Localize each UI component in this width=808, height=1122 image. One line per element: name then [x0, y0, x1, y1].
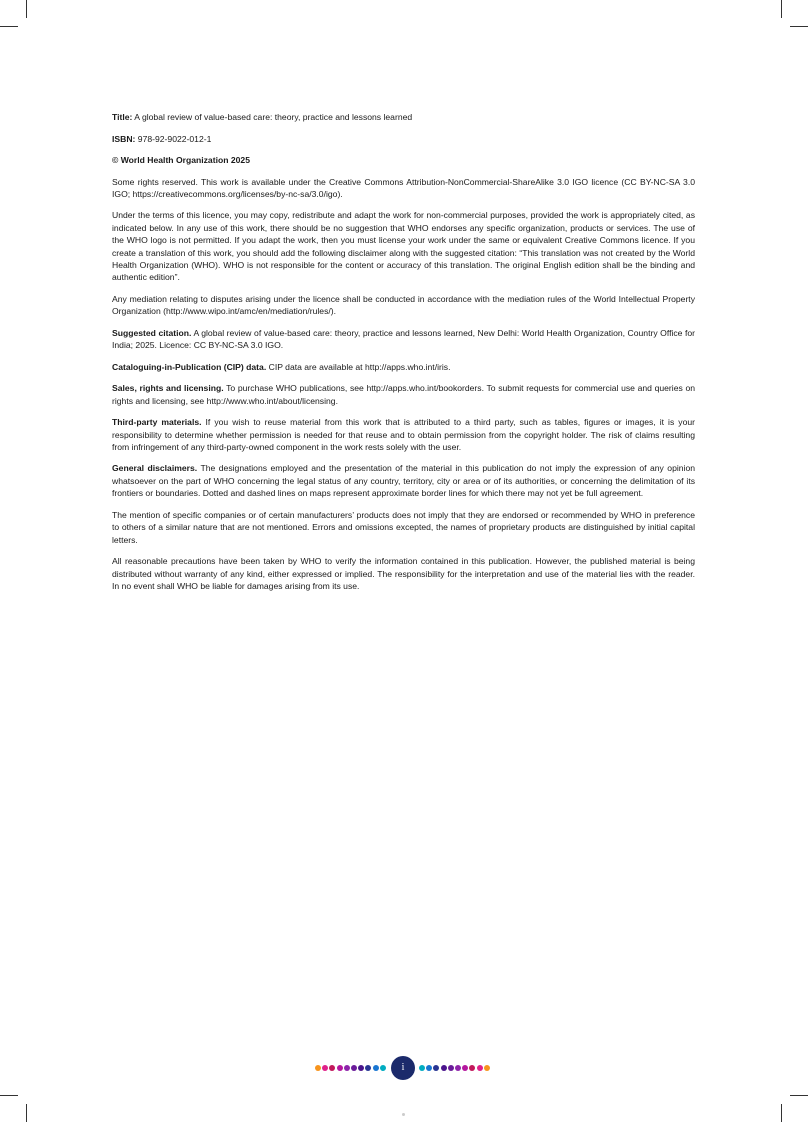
right-dot-row [419, 1065, 490, 1071]
third-party-paragraph [112, 416, 695, 453]
decorative-dot [380, 1065, 386, 1071]
licence-terms-paragraph: Under the terms of this licence, you may copy, redistribute and adapt the work for non-commercial purposes, provided the work is appropriately cited, as indicated below. In any use of this work, there should be no suggestion that WHO endorses any specific organization, products or services. The use of the WHO logo is not permitted. If you adapt the work, then you must license your work under the same or equivalent Creative Commons licence. If you create a translation of this work, you should add the following disclaimer along with the suggested citation: “This translation was not created by the World Health Organization (WHO). WHO is not responsible for the content or accuracy of this translation. The original English edition shall be the binding and authentic edition”. [112, 210, 695, 283]
isbn-label: ISBN: [112, 133, 136, 144]
decorative-dot [469, 1065, 475, 1071]
general-disclaimers-label: General disclaimers. [112, 463, 198, 474]
crop-mark [790, 1095, 808, 1096]
title-text: A global review of value-based care: theory, practice and lessons learned [134, 112, 413, 122]
title-label: Title: [112, 112, 133, 122]
crop-mark [26, 0, 27, 18]
decorative-dot [365, 1065, 371, 1071]
citation-text: A global review of value-based care: theory, practice and lessons learned, New Delhi: World Health Organization, Country Office for India; 2025. Licence: CC BY-NC-SA 3.0 IGO. [112, 327, 695, 351]
general-disclaimers-paragraph [112, 462, 695, 499]
general-disclaimers-text: The designations employed and the presentation of the material in this publication do not imply the expression of any opinion whatsoever on the part of WHO concerning the legal status of any country, territory, city or area or of its authorities, or concerning the delimitation of its frontiers or boundaries. Dotted and dashed lines on maps represent approximate border lines for which there may not yet be full agreement. [112, 463, 696, 499]
crop-mark [0, 1095, 18, 1096]
decorative-dot [351, 1065, 357, 1071]
decorative-dot [329, 1065, 335, 1071]
decorative-dot [358, 1065, 364, 1071]
cip-text: CIP data are available at http://apps.who.int/iris. [266, 361, 451, 372]
sales-label: Sales, rights and licensing. [112, 383, 224, 394]
decorative-dot [484, 1065, 490, 1071]
crop-mark [781, 1104, 782, 1122]
decorative-dot [455, 1065, 461, 1071]
crop-mark [781, 0, 782, 18]
title-line [112, 111, 695, 123]
decorative-dot [419, 1065, 425, 1071]
decorative-dot [477, 1065, 483, 1071]
rights-paragraph: Some rights reserved. This work is available under the Creative Commons Attribution-NonCommercial-ShareAlike 3.0 IGO licence (CC BY-NC-SA 3.0 IGO; https://creativecommons.org/licenses/by-nc-sa/3.0/igo). [112, 176, 695, 199]
third-party-text: If you wish to reuse material from this work that is attributed to a third party, such as tables, figures or images, it is your responsibility to determine whether permission is needed for that reuse and to obtain permission from the copyright holder. The risk of claims resulting from infringement of any third-party-owned component in the work rests solely with the user. [112, 417, 695, 452]
mediation-paragraph: Any mediation relating to disputes arising under the licence shall be conducted in accordance with the mediation rules of the World Intellectual Property Organization (http://www.wipo.int/amc/en/mediation/rules/). [112, 293, 695, 317]
decorative-dot [462, 1065, 468, 1071]
copyright-page-body [112, 111, 695, 601]
mention-paragraph: The mention of specific companies or of certain manufacturers’ products does not imply that they are endorsed or recommended by WHO in preference to others of a similar nature that are not mentioned. Errors and omissions excepted, the names of proprietary products are distinguished by initial capital letters. [112, 509, 695, 545]
isbn-line [112, 133, 695, 145]
sales-text: To purchase WHO publications, see http://apps.who.int/bookorders. To submit requests for commercial use and queries on rights and licensing, see http://www.who.int/about/licensing. [112, 383, 695, 406]
decorative-dot [322, 1065, 328, 1071]
decorative-dot [402, 1113, 405, 1116]
cip-label: Cataloguing-in-Publication (CIP) data. [112, 361, 267, 372]
crop-mark [790, 26, 808, 27]
decorative-dot [433, 1065, 439, 1071]
decorative-dot [315, 1065, 321, 1071]
page-number: i [391, 1056, 415, 1080]
copyright-text: © World Health Organization 2025 [112, 155, 250, 165]
crop-mark [26, 1104, 27, 1122]
cip-paragraph [112, 361, 695, 373]
copyright-line [112, 154, 695, 166]
decorative-dot [441, 1065, 447, 1071]
decorative-dot [373, 1065, 379, 1071]
decorative-dot [426, 1065, 432, 1071]
decorative-dot [344, 1065, 350, 1071]
sales-paragraph [112, 382, 695, 407]
isbn-text: 978-92-9022-012-1 [137, 133, 212, 144]
decorative-dot [448, 1065, 454, 1071]
third-party-label: Third-party materials. [112, 417, 202, 428]
precautions-paragraph: All reasonable precautions have been taken by WHO to verify the information contained in this publication. However, the published material is being distributed without warranty of any kind, either expressed or implied. The responsibility for the interpretation and use of the material lies with the reader. In no event shall WHO be liable for damages arising from its use. [112, 556, 695, 591]
left-dot-row [315, 1065, 386, 1071]
page-footer [0, 1056, 808, 1082]
decorative-dot [337, 1065, 343, 1071]
citation-paragraph [112, 327, 695, 352]
citation-label: Suggested citation. [112, 327, 192, 338]
crop-mark [0, 26, 18, 27]
